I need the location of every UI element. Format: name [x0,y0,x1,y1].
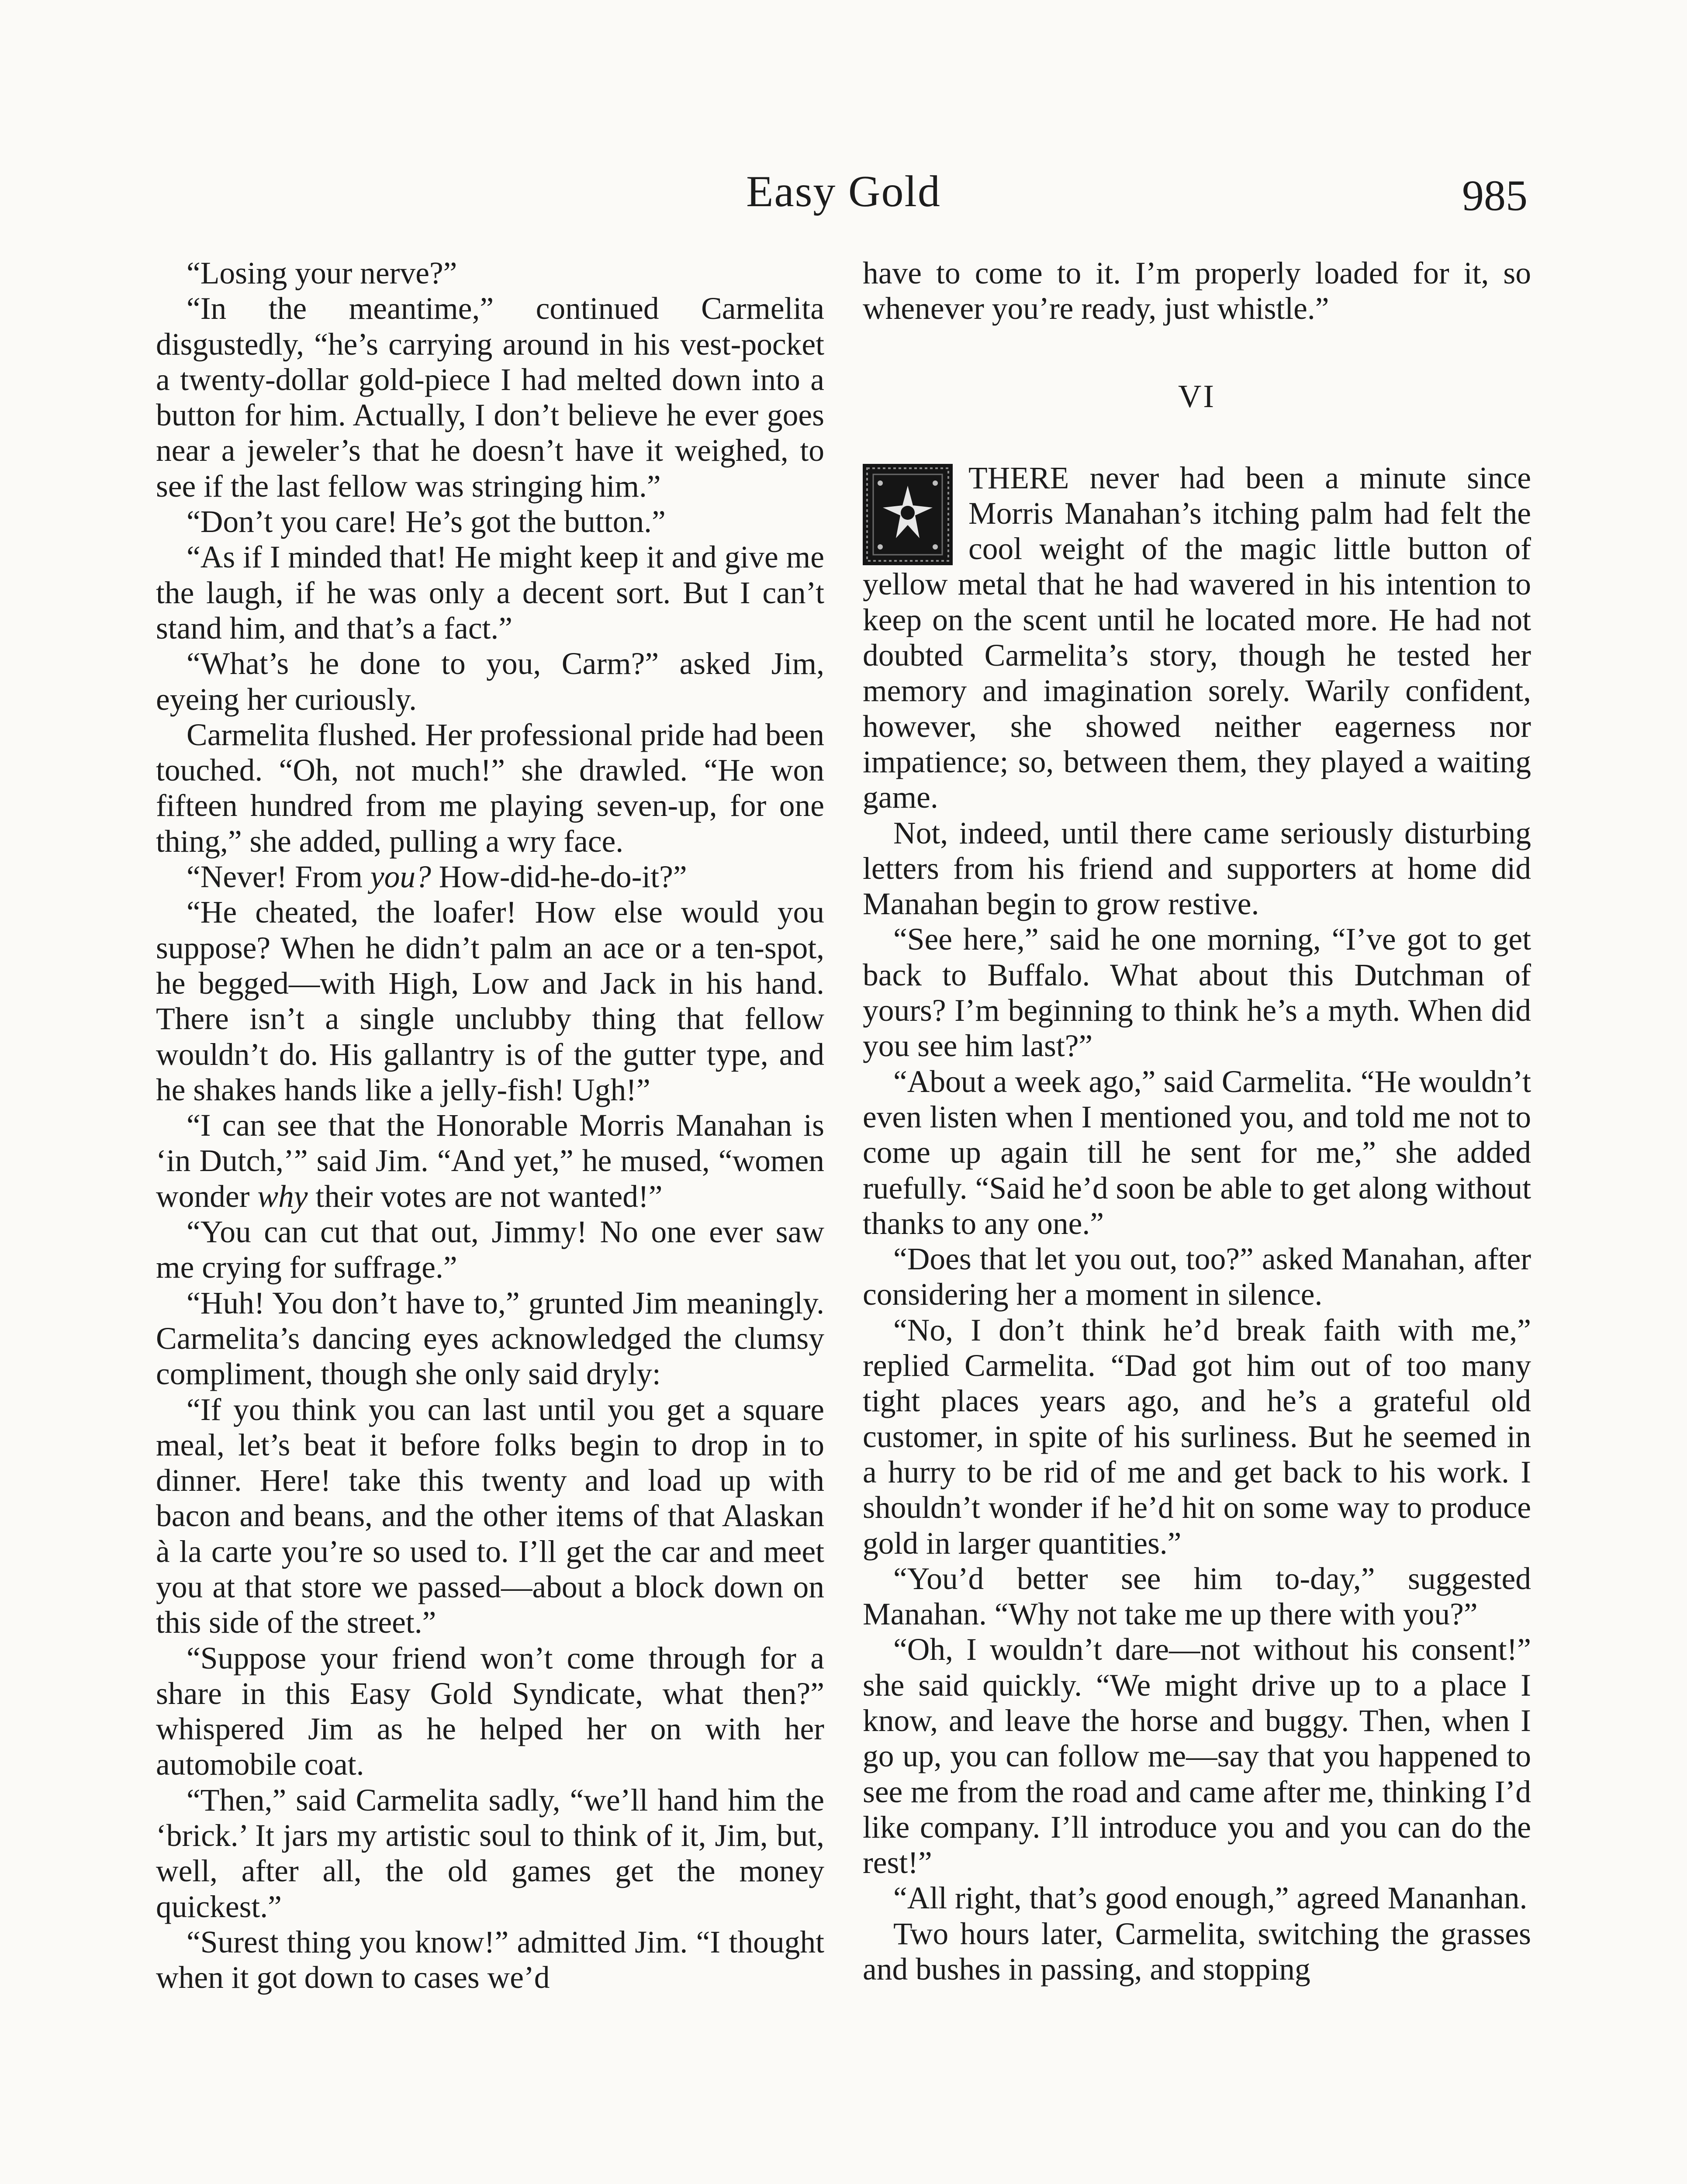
paragraph: “As if I minded that! He might keep it and give me the laugh, if he was only a decent sort. But I can’t stand him, and that’s a fact.” [156,540,824,646]
continuation-paragraph: have to come to it. I’m properly loaded for it, so whenever you’re ready, just whistle.” [863,256,1531,326]
paragraph: “You can cut that out, Jimmy! No one ever saw me crying for suffrage.” [156,1215,824,1285]
paragraph: “Then,” said Carmelita sadly, “we’ll hand him the ‘brick.’ It jars my artistic soul to think of it, Jim, but, well, after all, the old games get the money quickest.” [156,1783,824,1924]
paragraph: “He cheated, the loafer! How else would you suppose? When he didn’t palm an ace or a ten-spot, he begged—with High, Low and Jack in his hand. There isn’t a single unclubby thing that fellow wouldn’t do. His gallantry is of the gutter type, and he shakes hands like a jelly-fish! Ugh!” [156,895,824,1107]
paragraph: “What’s he done to you, Carm?” asked Jim, eyeing her curiously. [156,646,824,717]
paragraph: “No, I don’t think he’d break faith with me,” replied Carmelita. “Dad got him out of too many tight places years ago, and he’s a grateful old customer, in spite of his surliness. But he seemed in a hurry to be rid of me and get back to his work. I shouldn’t wonder if he’d hit on some way to produce gold in larger quantities.” [863,1313,1531,1561]
paragraph: “See here,” said he one morning, “I’ve got to get back to Buffalo. What about this Dutchman of yours? I’m beginning to think he’s a myth. When did you see him last?” [863,922,1531,1064]
paragraph: “Losing your nerve?” [187,256,457,290]
right-column [863,256,1531,1987]
paragraph: “Huh! You don’t have to,” grunted Jim meaningly. Carmelita’s dancing eyes acknowledged the clumsy compliment, though she only said dryly: [156,1286,824,1392]
paragraph: “In the meantime,” continued Carmelita disgustedly, “he’s carrying around in his vest-pocket a twenty-dollar gold-piece I had melted down into a button for him. Actually, I don’t believe he ever goes near a jeweler’s that he doesn’t have it weighed, to see if the last fellow was stringing him.” [156,291,824,504]
paragraph: Not, indeed, until there came seriously disturbing letters from his friend and supporters at home did Manahan begin to grow restive. [863,816,1531,922]
text-run: “I can see that the Honorable Morris Manahan is ‘in Dutch,’” said Jim. “And yet,” he mused, “women wonder [156,1108,824,1214]
text-run: “Never! From [187,860,370,895]
emphasis: why [257,1179,308,1214]
page-number: 985 [1462,171,1528,220]
paragraph: “About a week ago,” said Carmelita. “He wouldn’t even listen when I mentioned you, and told me not to come up again till he sent for me,” she added ruefully. “Said he’d soon be able to get along without thanks to any one.” [863,1064,1531,1241]
paragraph: Two hours later, Carmelita, switching the grasses and bushes in passing, and stopping [863,1916,1531,1987]
left-column [156,256,824,1996]
paragraph: “Surest thing you know!” admitted Jim. “I thought when it got down to cases we’d [156,1925,824,1995]
dropcap-paragraph [863,460,1531,816]
paragraph: Carmelita flushed. Her professional pride had been touched. “Oh, not much!” she drawled. “He won fifteen hundred from me playing seven-up, for one thing,” she added, pulling a wry face. [156,717,824,859]
text-run: How-did-he-do-it?” [431,860,687,895]
paragraph: “You’d better see him to-day,” suggested Manahan. “Why not take me up there with you?” [863,1561,1531,1632]
paragraph [156,859,824,895]
paragraph: “Does that let you out, too?” asked Manahan, after considering her a moment in silence. [863,1242,1531,1312]
page-header [0,166,1687,227]
emphasis: you? [370,860,431,895]
running-title: Easy Gold [746,167,941,216]
section-heading: VI [1178,378,1216,415]
dropcap-text: THERE never had been a minute since Morris Manahan’s itching palm had felt the cool weight of the magic little button of yellow metal that he had wavered in his intention to keep on the scent until he located more. He had not doubted Carmelita’s story, though he tested her memory and imagination sorely. Warily confident, however, she showed neither eagerness nor impatience; so, between them, they played a waiting game. [863,460,1531,815]
paragraph: “Suppose your friend won’t come through for a share in this Easy Gold Syndicate, what then?” whispered Jim as he helped her on with her automobile coat. [156,1641,824,1782]
paragraph: “If you think you can last until you get a square meal, let’s beat it before folks begin to drop in to dinner. Here! take this twenty and load up with bacon and beans, and the other items of that Alaskan à la carte you’re so used to. I’ll get the car and meet you at that store we passed—about a block down on this side of the street.” [156,1392,824,1640]
paragraph: “Oh, I wouldn’t dare—not without his consent!” she said quickly. “We might drive up to a place I know, and leave the horse and buggy. Then, when I go up, you can follow me—say that you happened to see me from the road and came after me, thinking I’d like company. I’ll introduce you and you can do the rest!” [863,1632,1531,1880]
paragraph [156,1108,824,1214]
text-run: their votes are not wanted!” [308,1179,663,1214]
paragraph: “All right, that’s good enough,” agreed Mananhan. [893,1881,1528,1916]
ornamental-initial-icon [863,464,953,565]
paragraph: “Don’t you care! He’s got the button.” [187,505,666,539]
